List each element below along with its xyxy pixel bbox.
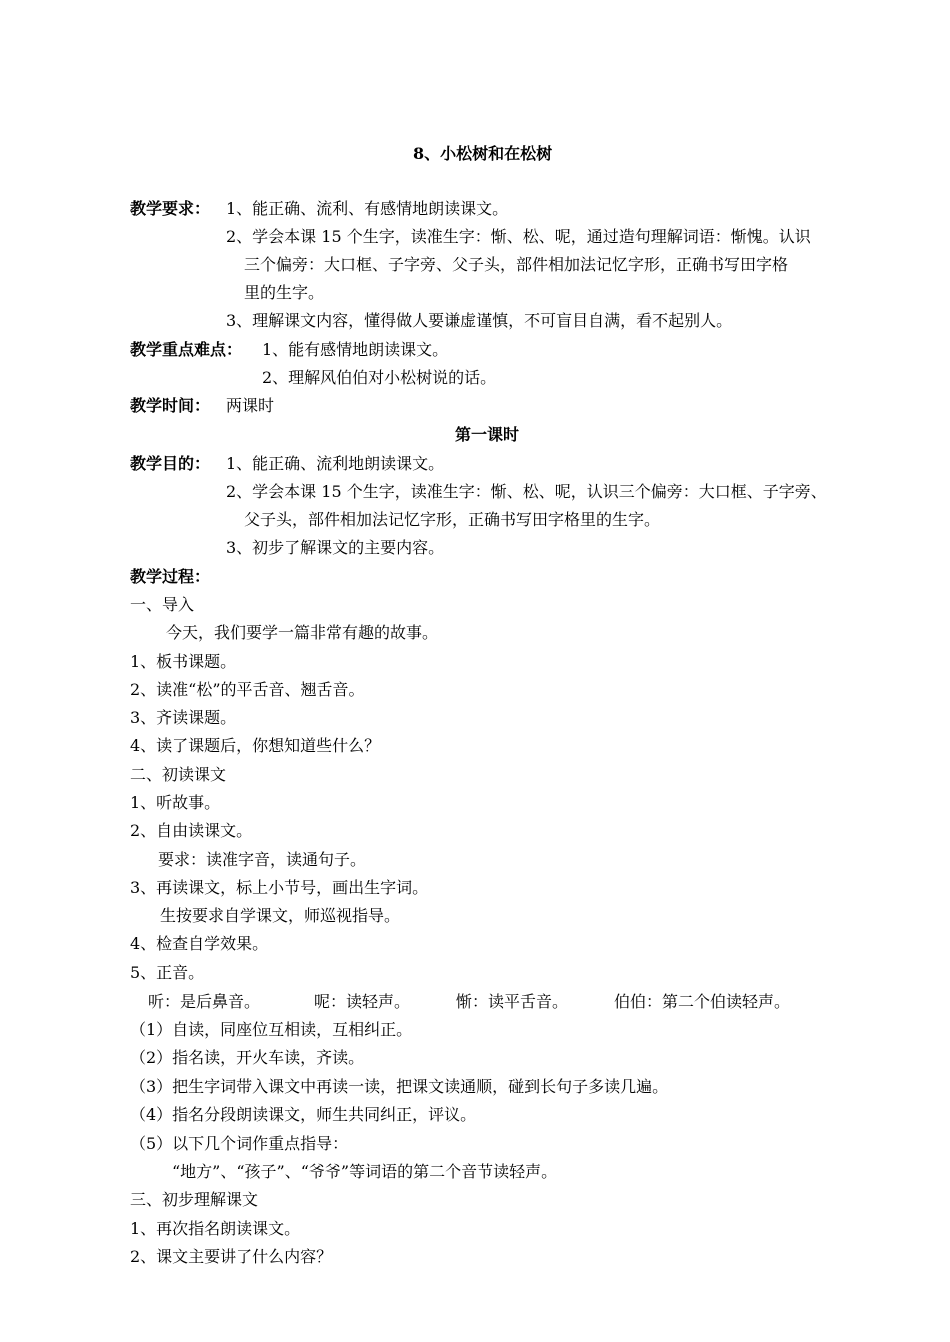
requirement-line: 三个偏旁：大口框、子字旁、父子头，部件相加法记忆字形，正确书写田字格: [244, 255, 789, 274]
section-heading: 二、初读课文: [130, 765, 227, 784]
process-line: （4）指名分段朗读课文，师生共同纠正，评议。: [130, 1105, 477, 1124]
key-points-label: 教学重点难点：: [130, 340, 243, 359]
requirement-line: 1、能正确、流利、有感情地朗读课文。: [226, 199, 509, 218]
goal-line: 2、学会本课 15 个生字，读准生字：惭、松、呢，认识三个偏旁：大口框、子字旁、: [226, 482, 827, 501]
process-line: 1、板书课题。: [130, 652, 237, 671]
process-line: 今天，我们要学一篇非常有趣的故事。: [166, 623, 439, 642]
document-title: 8、小松树和在松树: [413, 144, 553, 163]
section-heading: 一、导入: [130, 595, 195, 614]
process-line: “地方”、“孩子”、“爷爷”等词语的第二个音节读轻声。: [172, 1162, 558, 1181]
key-point-line: 1、能有感情地朗读课文。: [262, 340, 449, 359]
goals-label: 教学目的：: [130, 454, 211, 473]
key-point-line: 2、理解风伯伯对小松树说的话。: [262, 368, 497, 387]
requirement-line: 3、理解课文内容，懂得做人要谦虚谨慎，不可盲目自满，看不起别人。: [226, 311, 733, 330]
process-line: 4、读了课题后，你想知道些什么？: [130, 736, 381, 755]
pronunciation-note: 伯伯：第二个伯读轻声。: [614, 992, 791, 1011]
goal-line: 父子头，部件相加法记忆字形，正确书写田字格里的生字。: [244, 510, 661, 529]
process-line: 要求：读准字音，读通句子。: [158, 850, 367, 869]
goal-line: 3、初步了解课文的主要内容。: [226, 538, 445, 557]
goal-line: 1、能正确、流利地朗读课文。: [226, 454, 445, 473]
pronunciation-note: 惭：读平舌音。: [456, 992, 569, 1011]
process-line: 4、检查自学效果。: [130, 934, 269, 953]
process-line: 1、再次指名朗读课文。: [130, 1219, 301, 1238]
process-line: 生按要求自学课文，师巡视指导。: [160, 906, 401, 925]
process-line: 1、听故事。: [130, 793, 221, 812]
process-line: （3）把生字词带入课文中再读一读，把课文读通顺，碰到长句子多读几遍。: [130, 1077, 669, 1096]
process-line: 5、正音。: [130, 963, 205, 982]
process-line: （5）以下几个词作重点指导：: [130, 1134, 349, 1153]
pronunciation-note: 呢：读轻声。: [314, 992, 411, 1011]
requirement-line: 2、学会本课 15 个生字，读准生字：惭、松、呢，通过造句理解词语：惭愧。认识: [226, 227, 811, 246]
process-line: 2、自由读课文。: [130, 821, 253, 840]
time-value: 两课时: [226, 396, 275, 415]
process-line: 3、齐读课题。: [130, 708, 237, 727]
section-heading: 三、初步理解课文: [130, 1190, 259, 1209]
requirements-label: 教学要求：: [130, 199, 211, 218]
process-line: 2、课文主要讲了什么内容？: [130, 1247, 333, 1266]
process-line: （1）自读，同座位互相读，互相纠正。: [130, 1020, 413, 1039]
requirement-line: 里的生字。: [244, 283, 325, 302]
process-line: （2）指名读，开火车读，齐读。: [130, 1048, 365, 1067]
pronunciation-note: 听：是后鼻音。: [148, 992, 261, 1011]
lesson-one-title: 第一课时: [455, 425, 520, 444]
process-line: 3、再读课文，标上小节号，画出生字词。: [130, 878, 429, 897]
time-label: 教学时间：: [130, 396, 211, 415]
process-label: 教学过程：: [130, 567, 211, 586]
process-line: 2、读准“松”的平舌音、翘舌音。: [130, 680, 365, 699]
